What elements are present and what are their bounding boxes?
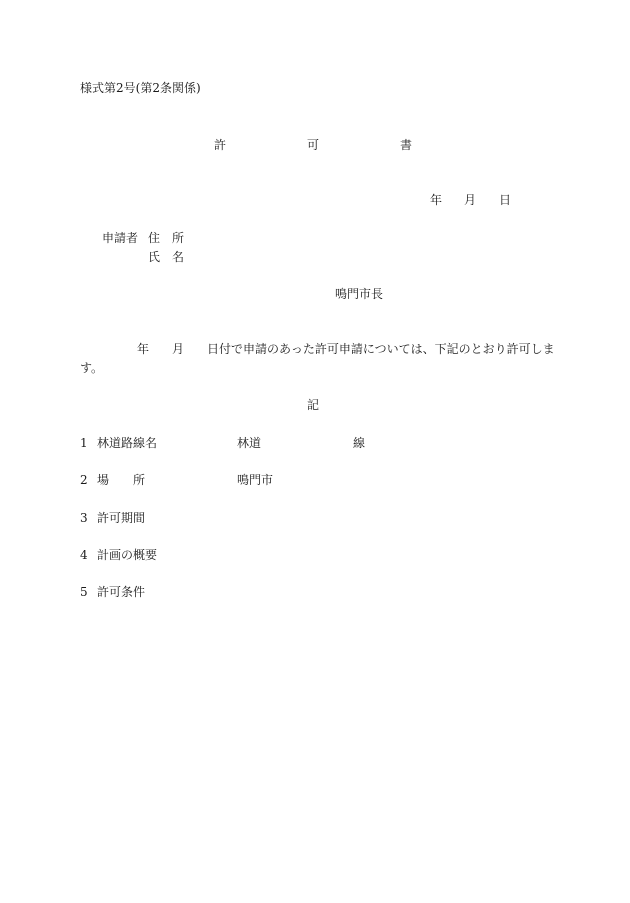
name-label: 氏 名 xyxy=(148,250,185,264)
item-1-value-line: 線 xyxy=(353,436,366,450)
title-char-1: 許 xyxy=(214,138,227,152)
item-1-number: 1 xyxy=(80,436,88,450)
body-year-label: 年 xyxy=(137,342,150,356)
title-char-2: 可 xyxy=(307,138,320,152)
date-month-label: 月 xyxy=(464,193,477,207)
address-label: 住 所 xyxy=(148,231,185,245)
title-char-3: 書 xyxy=(400,138,413,152)
item-1-value-road: 林道 xyxy=(237,436,262,450)
ki-heading: 記 xyxy=(307,398,320,412)
item-5-label: 許可条件 xyxy=(97,585,146,599)
date-day-label: 日 xyxy=(499,193,512,207)
form-number: 様式第2号(第2条関係) xyxy=(80,81,201,95)
item-2-number: 2 xyxy=(80,473,88,487)
item-5-number: 5 xyxy=(80,585,88,599)
item-4-label: 計画の概要 xyxy=(97,548,158,562)
body-month-label: 月 xyxy=(172,342,185,356)
applicant-label: 申請者 xyxy=(102,231,139,245)
item-4-number: 4 xyxy=(80,548,88,562)
issuer: 鳴門市長 xyxy=(335,287,384,301)
item-2-value: 鳴門市 xyxy=(237,473,274,487)
body-text-line2: す。 xyxy=(80,361,104,375)
date-year-label: 年 xyxy=(430,193,443,207)
document-title xyxy=(0,137,630,153)
body-text-line1: 日付で申請のあった許可申請については、下記のとおり許可しま xyxy=(207,342,555,356)
item-3-label: 許可期間 xyxy=(97,511,146,525)
item-1-label: 林道路線名 xyxy=(97,436,158,450)
item-3-number: 3 xyxy=(80,511,88,525)
item-2-label: 場 所 xyxy=(97,473,146,487)
